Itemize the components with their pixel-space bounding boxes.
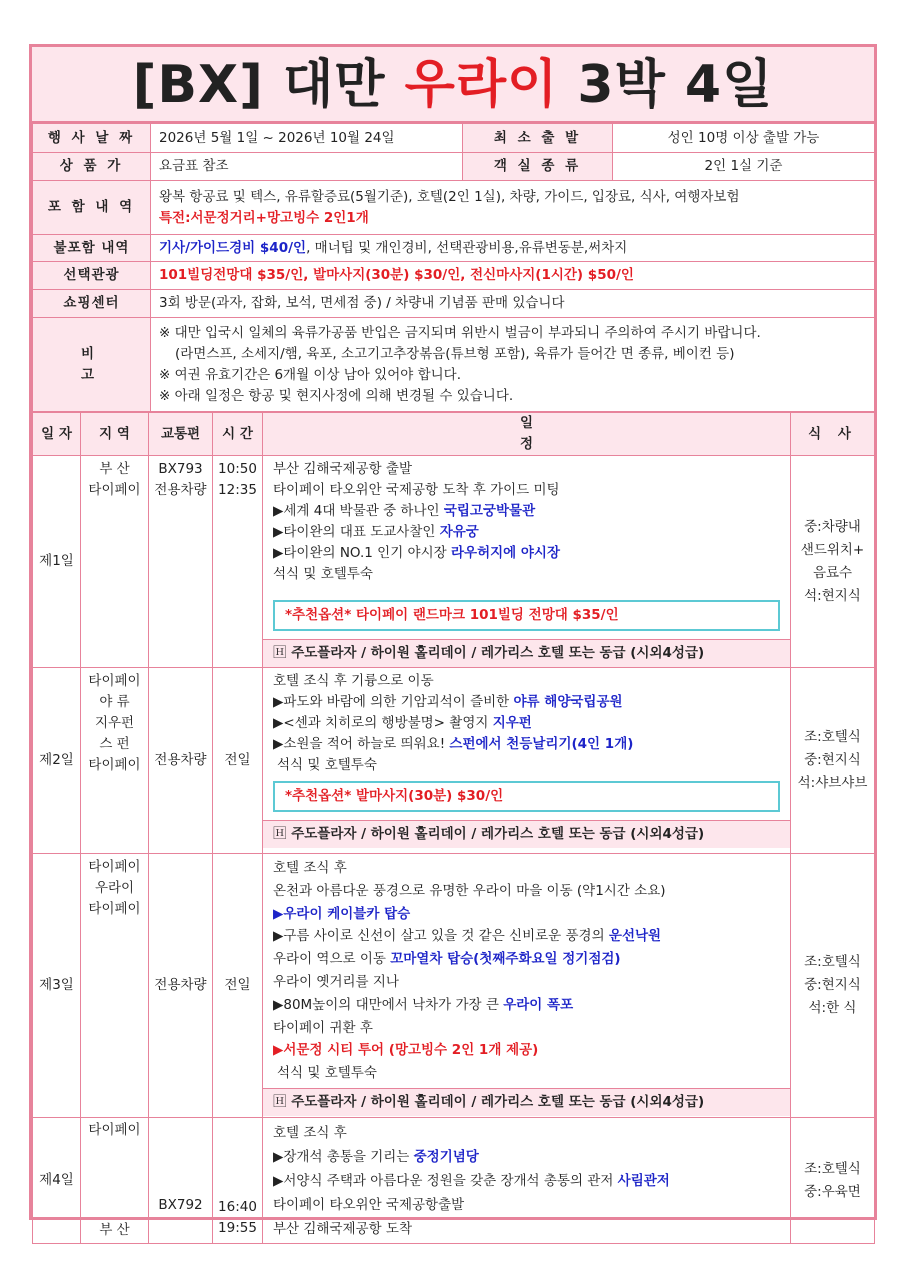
day-region	[81, 456, 149, 668]
min-departure-label: 최 소 출 발	[463, 124, 613, 153]
time-line: 16:40	[218, 1198, 257, 1215]
note-line: ※ 여권 유효기간은 6개월 이상 남아 있어야 합니다.	[159, 366, 462, 383]
day-schedule	[263, 668, 791, 854]
meal-line: 석:한 식	[808, 1000, 857, 1016]
attraction-name: 운선낙원	[608, 928, 662, 945]
optional-tour-value: 101빌딩전망대 $35/인, 발마사지(30분) $30/인, 전신마사지(1시간) $50/인	[151, 262, 875, 290]
recommended-option-box	[273, 781, 780, 812]
itinerary-table	[32, 412, 875, 1244]
schedule-line: 우라이 옛거리를 지나	[273, 973, 399, 990]
day-transport: 전용차량	[149, 854, 213, 1118]
day-region	[81, 668, 149, 854]
hotel-icon: 🄷	[273, 1094, 287, 1110]
attraction-name: 야류 해양국립공원	[513, 694, 623, 710]
region-line: 타이페이	[88, 1122, 141, 1138]
page-title	[32, 47, 874, 123]
day-time: 전일	[213, 668, 263, 854]
recommended-option: *추천옵션* 타이페이 랜드마크 101빌딩 전망대 $35/인	[285, 607, 619, 623]
included-value	[151, 181, 875, 235]
hotel-bar	[263, 820, 790, 848]
attraction-name: 지우펀	[492, 715, 532, 731]
hotel-icon: 🄷	[273, 826, 287, 842]
room-type-label: 객 실 종 류	[463, 153, 613, 181]
time-line: 10:50	[218, 461, 257, 477]
schedule-line: 부산 김해국제공항 도착	[273, 1221, 412, 1237]
header-meal: 식 사	[791, 413, 875, 456]
region-line: 타이페이	[88, 757, 141, 773]
recommended-option-box	[273, 600, 780, 631]
hotel-name: 주도플라자 / 하이원 홀리데이 / 레가리스 호텔 또는 동급 (시외4성급)	[291, 826, 705, 842]
note-line: ※ 대만 입국시 일체의 육류가공품 반입은 금지되며 위반시 벌금이 부과되니 주의하여 주시기 바랍니다.	[159, 324, 761, 341]
region-line: 우라이	[94, 880, 135, 896]
transport-line: 전용차량	[154, 482, 207, 498]
time-line: 12:35	[218, 482, 257, 498]
shopping-label: 쇼핑센터	[33, 290, 151, 318]
schedule-line: 호텔 조식 후	[273, 1125, 347, 1141]
price-value: 요금표 참조	[151, 153, 463, 181]
title-highlight: 우라이	[404, 55, 559, 115]
day-row	[33, 456, 875, 668]
day-transport: 전용차량	[149, 668, 213, 854]
schedule-line: ▶구름 사이로 신선이 살고 있을 것 같은 신비로운 풍경의 운선낙원	[273, 928, 662, 945]
hotel-bar	[263, 1088, 790, 1116]
day-time: 전일	[213, 854, 263, 1118]
schedule-line: 타이페이 타오위안 국제공항 도착 후 가이드 미팅	[273, 482, 560, 498]
attraction-name: 사림관저	[617, 1173, 670, 1189]
schedule-line: 석식 및 호텔투숙	[277, 1065, 377, 1082]
day-schedule	[263, 854, 791, 1118]
meal-line: 중:현지식	[804, 752, 861, 768]
schedule-line: ▶장개석 총통을 기리는 중정기념당	[273, 1149, 479, 1165]
schedule-line: ▶소원을 적어 하늘로 띄워요! 스펀에서 천등날리기(4인 1개)	[273, 736, 634, 752]
region-line: 야 류	[99, 694, 130, 710]
schedule-line: ▶서문정 시티 투어 (망고빙수 2인 1개 제공)	[273, 1042, 539, 1059]
day-transport	[149, 1118, 213, 1244]
excluded-label: 불포함 내역	[33, 235, 151, 262]
note-line: (라면스프, 소세지/햄, 육포, 소고기고추장볶음(튜브형 포함), 육류가 들어간 면 종류, 베이컨 등)	[175, 345, 735, 362]
header-schedule: 일 정	[263, 413, 791, 456]
schedule-line: 호텔 조식 후 기륭으로 이동	[273, 673, 434, 689]
schedule-line: 호텔 조식 후	[273, 860, 347, 876]
day-meal	[791, 1118, 875, 1244]
notes-label: 비 고	[33, 318, 151, 412]
meal-line: 석:현지식	[804, 587, 861, 604]
schedule-line: ▶<센과 치히로의 행방불명> 촬영지 지우펀	[273, 715, 532, 731]
room-type-value: 2인 1실 기준	[613, 153, 875, 181]
region-line: 타이페이	[88, 673, 141, 689]
attraction-name: 중정기념당	[413, 1149, 479, 1165]
hotel-icon: 🄷	[273, 645, 287, 661]
header-time: 시 간	[213, 413, 263, 456]
day-time	[213, 456, 263, 668]
region-line: 타이페이	[88, 901, 141, 917]
hotel-name: 주도플라자 / 하이원 홀리데이 / 레가리스 호텔 또는 동급 (시외4성급)	[291, 1094, 705, 1110]
attraction-name: 꼬마열차 탑승(첫째주화요일 정기점검)	[390, 951, 621, 968]
optional-tour-label: 선택관광	[33, 262, 151, 290]
day-label: 제3일	[33, 854, 81, 1118]
day-transport	[149, 456, 213, 668]
recommended-option: *추천옵션* 발마사지(30분) $30/인	[285, 788, 504, 804]
meal-line: 조:호텔식	[804, 954, 861, 970]
day-label: 제2일	[33, 668, 81, 854]
header-transport: 교통편	[149, 413, 213, 456]
day-region	[81, 854, 149, 1118]
schedule-line: ▶서양식 주택과 아름다운 정원을 갖춘 장개석 총통의 관저 사림관저	[273, 1173, 670, 1189]
meal-line: 조:호텔식	[804, 1160, 861, 1177]
schedule-line: ▶타이완의 NO.1 인기 야시장 라우허지에 야시장	[273, 545, 561, 561]
date-value: 2026년 5월 1일 ~ 2026년 10월 24일	[151, 124, 463, 153]
transport-line: BX792	[158, 1197, 203, 1213]
day-schedule	[263, 1118, 791, 1244]
day-meal	[791, 668, 875, 854]
meal-line: 음료수	[812, 564, 853, 581]
meal-line: 조:호텔식	[804, 729, 861, 745]
region-line: 부 산	[99, 461, 130, 477]
min-departure-value: 성인 10명 이상 출발 가능	[613, 124, 875, 153]
price-label: 상 품 가	[33, 153, 151, 181]
transport-line: BX793	[158, 461, 203, 477]
schedule-line: 온천과 아름다운 풍경으로 유명한 우라이 마을 이동 (약1시간 소요)	[273, 882, 666, 899]
included-special: 특전:서문정거리+망고빙수 2인1개	[159, 209, 369, 226]
excluded-guide-fee: 기사/가이드경비 $40/인	[159, 239, 307, 256]
meal-line: 중:우육면	[804, 1183, 861, 1200]
title-prefix: [BX] 대만	[132, 55, 405, 115]
info-table	[32, 123, 875, 412]
day-label: 제1일	[33, 456, 81, 668]
schedule-line: 석식 및 호텔투숙	[273, 566, 373, 582]
note-line: ※ 아래 일정은 항공 및 현지사정에 의해 변경될 수 있습니다.	[159, 387, 514, 404]
schedule-line: 우라이 역으로 이동 꼬마열차 탑승(첫째주화요일 정기점검)	[273, 951, 621, 968]
schedule-line: ▶우라이 케이블카 탑승	[273, 905, 411, 922]
hotel-name: 주도플라자 / 하이원 홀리데이 / 레가리스 호텔 또는 동급 (시외4성급)	[291, 645, 705, 661]
attraction-name: 스펀에서 천등날리기(4인 1개)	[449, 736, 634, 752]
schedule-line: ▶타이완의 대표 도교사찰인 자유궁	[273, 524, 479, 540]
excluded-value	[151, 235, 875, 262]
attraction-name: 우라이 폭포	[503, 996, 574, 1013]
region-line: 지우펀	[94, 715, 135, 731]
attraction-name: 라우허지에 야시장	[450, 545, 561, 561]
attraction-name: 자유궁	[439, 524, 479, 540]
included-label: 포 함 내 역	[33, 181, 151, 235]
day-region	[81, 1118, 149, 1244]
day-label: 제4일	[33, 1118, 81, 1244]
date-label: 행 사 날 짜	[33, 124, 151, 153]
meal-line: 석:샤브샤브	[797, 775, 868, 791]
attraction-name: 국립고궁박물관	[443, 503, 536, 519]
day-schedule	[263, 456, 791, 668]
travel-itinerary-sheet	[29, 44, 877, 1238]
hotel-bar	[263, 639, 790, 667]
schedule-line: 부산 김해국제공항 출발	[273, 461, 412, 477]
meal-line: 중:현지식	[804, 977, 861, 993]
schedule-line: 석식 및 호텔투숙	[277, 757, 377, 773]
day-meal	[791, 854, 875, 1118]
schedule-line: ▶80M높이의 대만에서 낙차가 가장 큰 우라이 폭포	[273, 996, 574, 1013]
region-line: 타이페이	[88, 859, 141, 875]
day-row	[33, 668, 875, 854]
day-row	[33, 854, 875, 1118]
header-day: 일 자	[33, 413, 81, 456]
meal-line: 중:차량내	[804, 518, 861, 535]
included-text: 왕복 항공료 및 텍스, 유류할증료(5월기준), 호텔(2인 1실), 차량, 가이드, 입장료, 식사, 여행자보험	[159, 188, 740, 205]
meal-line: 샌드위치+	[800, 541, 865, 558]
region-line: 타이페이	[88, 482, 141, 498]
header-region: 지 역	[81, 413, 149, 456]
shopping-value: 3회 방문(과자, 잡화, 보석, 면세점 중) / 차량내 기념품 판매 있습니다	[151, 290, 875, 318]
schedule-line: 타이페이 귀환 후	[273, 1019, 373, 1036]
excluded-rest: , 매너팁 및 개인경비, 선택관광비용,유류변동분,써차지	[306, 239, 628, 256]
notes-value	[151, 318, 875, 412]
day-time	[213, 1118, 263, 1244]
region-line: 스 펀	[99, 736, 130, 752]
day-meal	[791, 456, 875, 668]
day-row	[33, 1118, 875, 1244]
schedule-line: 타이페이 타오위안 국제공항출발	[273, 1197, 465, 1213]
title-suffix: 3박 4일	[558, 55, 774, 115]
region-line: 부 산	[99, 1222, 130, 1238]
schedule-line: ▶파도와 바람에 의한 기암괴석이 즐비한 야류 해양국립공원	[273, 694, 623, 710]
time-line: 19:55	[218, 1219, 257, 1236]
schedule-line: ▶세계 4대 박물관 중 하나인 국립고궁박물관	[273, 503, 536, 519]
